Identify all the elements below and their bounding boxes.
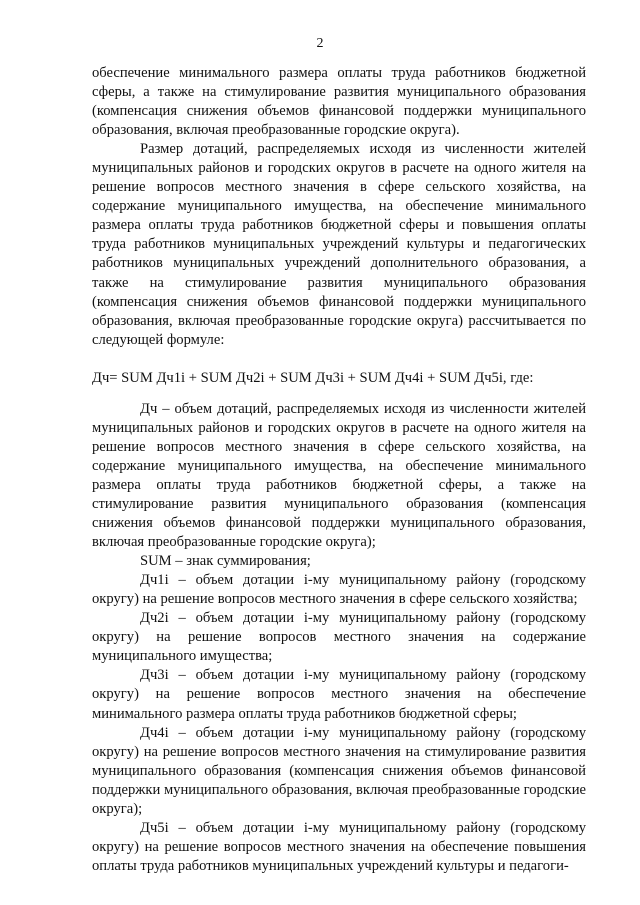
- definition-dch2i: Дч2i – объем дотации i-му муниципальному району (городскому округу) на решение вопросов местного значения на содержание муниципального имущества;: [92, 610, 586, 665]
- document-body: [92, 64, 586, 876]
- definition-dch1i: Дч1i – объем дотации i-му муниципальному району (городскому округу) на решение вопросов местного значения в сфере сельского хозяйства;: [92, 572, 586, 608]
- formula: Дч= SUM Дч1i + SUM Дч2i + SUM Дч3i + SUM Дч4i + SUM Дч5i, где:: [92, 369, 534, 386]
- definition-dch5i: Дч5i – объем дотации i-му муниципальному району (городскому округу) на решение вопросов местного значения на обеспечение повышения оплаты труда работников муниципальных учреждений культуры и педагоги-: [92, 819, 586, 874]
- definition-dch4i: Дч4i – объем дотации i-му муниципальному району (городскому округу) на решение вопросов местного значения на стимулирование развития муниципального образования (компенсация снижения объемов финансовой поддержки муниципального образования, включая преобразованные городские округа);: [92, 724, 586, 817]
- paragraph-dotation-size: Размер дотаций, распределяемых исходя из численности жителей муниципальных районов и городских округов в расчете на одного жителя на решение вопросов местного значения в сфере сельского хозяйства, на содержание муниципального имущества, на обеспечение минимального размера оплаты труда работников бюджетной сферы и повышения оплаты труда работников муниципальных учреждений культуры и педагогических работников муниципальных учреждений дополнительного образования, а также на стимулирование развития муниципального образования (компенсация снижения объемов финансовой поддержки муниципального образования, включая преобразованные городские округа) рассчитывается по следующей формуле:: [92, 141, 586, 348]
- page-number: 2: [316, 36, 324, 51]
- definition-sum: SUM – знак суммирования;: [140, 553, 311, 570]
- paragraph-continuation: обеспечение минимального размера оплаты труда работников бюджетной сферы, а также на стимулирование развития муниципального образования (компенсация снижения объемов финансовой поддержки муниципального образования, включая преобразованные городские округа).: [92, 65, 586, 139]
- definition-dch3i: Дч3i – объем дотации i-му муниципальному району (городскому округу) на решение вопросов местного значения на обеспечение минимального размера оплаты труда работников бюджетной сферы;: [92, 667, 586, 722]
- definition-dch: Дч – объем дотаций, распределяемых исходя из численности жителей муниципальных районов и городских округов в расчете на одного жителя на решение вопросов местного значения в сфере сельского хозяйства, на содержание муниципального имущества, на обеспечение минимального размера оплаты труда работников бюджетной сферы, а также на стимулирование развития муниципального образования (компенсация снижения объемов финансовой поддержки муниципального образования, включая преобразованные городские округа);: [92, 400, 586, 551]
